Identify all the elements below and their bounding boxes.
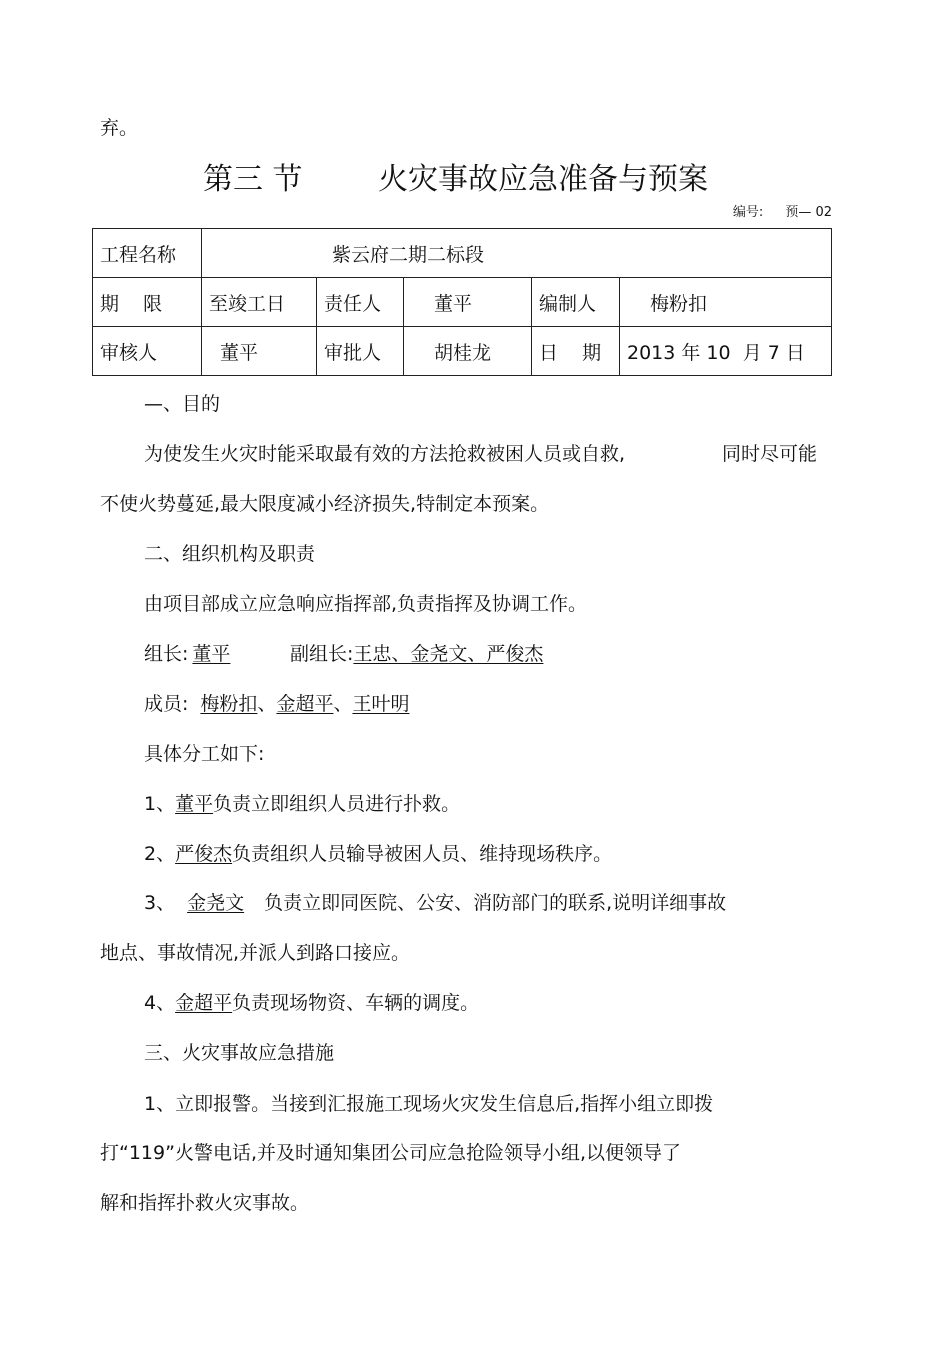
project-name-value: 紫云府二期二标段 (202, 229, 832, 278)
duty-number: 4、 (144, 992, 176, 1014)
section-number: 第三 节 (203, 162, 303, 197)
purpose-line-1b: 同时尽可能 (722, 443, 818, 465)
project-name-label: 工程名称 (93, 229, 202, 278)
approver-value: 胡桂龙 (404, 327, 532, 376)
heading-organization: 二、组织机构及职责 (144, 543, 316, 565)
period-value: 至竣工日 (202, 278, 317, 327)
responsible-value: 董平 (404, 278, 532, 327)
duty-person: 金尧文 (187, 892, 245, 914)
section-name: 火灾事故应急准备与预案 (378, 162, 708, 197)
member-separator: 、 (333, 693, 353, 715)
member-1: 梅粉扣 (200, 693, 258, 715)
duty-number: 1、 (144, 793, 176, 815)
editor-value: 梅粉扣 (620, 278, 832, 327)
member-2: 金超平 (276, 693, 334, 715)
reviewer-label: 审核人 (93, 327, 202, 376)
header-fragment: 弃。 (100, 117, 139, 139)
date-value: 2013 年 10 月 7 日 (620, 327, 832, 376)
purpose-line-1: 为使发生火灾时能采取最有效的方法抢救被困人员或自救, (144, 443, 626, 465)
member-separator: 、 (257, 693, 277, 715)
leader-line (144, 642, 234, 666)
period-label: 期 限 (93, 278, 202, 327)
members-label: 成员: (144, 693, 189, 715)
members-line (144, 692, 421, 716)
approver-label: 审批人 (317, 327, 404, 376)
duty-text: 负责立即组织人员进行扑救。 (213, 793, 461, 815)
duty-3-continued: 地点、事故情况,并派人到路口接应。 (100, 942, 411, 964)
duty-person: 金超平 (175, 992, 233, 1014)
measure-line-3: 解和指挥扑救火灾事故。 (100, 1192, 310, 1214)
duty-number: 3、 (144, 892, 176, 914)
division-heading: 具体分工如下: (144, 743, 265, 765)
serial-value: 预— 02 (785, 205, 832, 220)
duty-1 (144, 792, 460, 816)
heading-purpose: —、目的 (144, 393, 221, 415)
organization-intro: 由项目部成立应急响应指挥部,负责指挥及协调工作。 (144, 593, 588, 615)
deputy-names: 王忠、金尧文、严俊杰 (353, 643, 544, 665)
measure-line-2: 打“119”火警电话,并及时通知集团公司应急抢险领导小组,以便领导了 (100, 1142, 682, 1164)
duty-person: 董平 (175, 793, 214, 815)
table-row (93, 229, 832, 278)
duty-person: 严俊杰 (175, 843, 233, 865)
reviewer-value: 董平 (202, 327, 317, 376)
purpose-line-2: 不使火势蔓延,最大限度减小经济损失,特制定本预案。 (100, 493, 550, 515)
responsible-label: 责任人 (317, 278, 404, 327)
table-row (93, 278, 832, 327)
leader-label: 组长: (144, 643, 189, 665)
measure-line-1: 1、立即报警。当接到汇报施工现场火灾发生信息后,指挥小组立即拨 (144, 1093, 714, 1115)
duty-text: 负责现场物资、车辆的调度。 (232, 992, 480, 1014)
heading-measures: 三、火灾事故应急措施 (144, 1042, 335, 1064)
editor-label: 编制人 (532, 278, 620, 327)
serial-number (733, 204, 832, 222)
duty-3 (144, 891, 726, 915)
deputy-label: 副组长: (290, 643, 354, 665)
table-row (93, 327, 832, 376)
duty-number: 2、 (144, 843, 176, 865)
member-3: 王叶明 (352, 693, 410, 715)
duty-2 (144, 842, 612, 866)
info-table (92, 228, 832, 376)
leader-name: 董平 (192, 643, 231, 665)
duty-text: 负责组织人员输导被困人员、维持现场秩序。 (232, 843, 613, 865)
serial-label: 编号: (732, 205, 764, 220)
date-label: 日 期 (532, 327, 620, 376)
duty-4 (144, 991, 479, 1015)
duty-text: 负责立即同医院、公安、消防部门的联系,说明详细事故 (264, 892, 727, 914)
deputy-line (290, 642, 561, 666)
